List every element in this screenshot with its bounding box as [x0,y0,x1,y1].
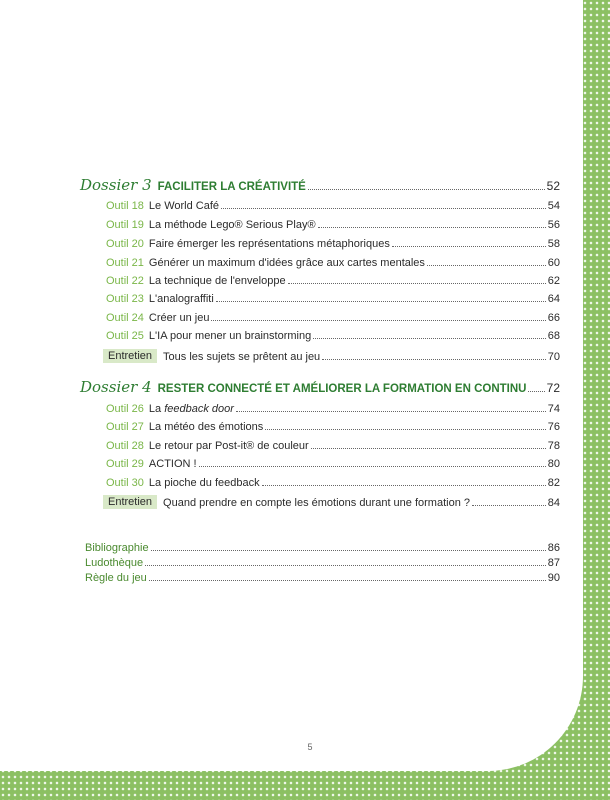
toc-tool-25[interactable] [106,324,560,342]
toc-interview-dossier-4[interactable] [103,491,560,509]
tool-number: Outil 27 [106,421,144,433]
tool-title: Créer un jeu [148,312,210,324]
dot-leader [322,359,546,360]
tool-number: Outil 22 [106,275,144,287]
dot-leader [211,320,545,321]
tool-number: Outil 24 [106,312,144,324]
tool-title-italic: feedback door [164,403,234,415]
tool-number: Outil 30 [106,477,144,489]
tool-title: La technique de l'enveloppe [148,275,286,287]
tool-number: Outil 23 [106,293,144,305]
interview-title: Quand prendre en compte les émotions durant une formation ? [163,497,470,509]
toc-tool-22[interactable] [106,269,560,287]
tool-number: Outil 19 [106,219,144,231]
toc-tool-26[interactable] [106,397,560,415]
dot-leader [262,485,546,486]
tool-title: Le retour par Post-it® de couleur [148,440,309,452]
page-number: 66 [547,312,560,324]
page-number: 62 [547,275,560,287]
dot-leader [149,580,546,581]
toc-interview-dossier-3[interactable] [103,345,560,363]
toc-tool-19[interactable] [106,213,560,231]
dot-leader [216,301,546,302]
tool-number: Outil 29 [106,458,144,470]
dot-leader [528,391,544,392]
folio-page-number: 5 [307,742,313,752]
page-number: 90 [547,572,560,584]
tool-title: La météo des émotions [148,421,264,433]
tool-number: Outil 18 [106,200,144,212]
dot-leader [472,505,546,506]
tool-number: Outil 25 [106,330,144,342]
page-number: 56 [547,219,560,231]
dot-leader [311,448,546,449]
page-number: 68 [547,330,560,342]
page-number: 64 [547,293,560,305]
dot-leader [288,283,546,284]
tool-title [149,403,234,415]
dot-leader [313,338,546,339]
page-number: 54 [547,200,560,212]
page-number: 87 [547,557,560,569]
tool-title-prefix: La [148,403,165,415]
toc-tool-28[interactable] [106,434,560,452]
toc-tool-21[interactable] [106,251,560,269]
tool-title: L'analograffiti [148,293,214,305]
tool-title: La pioche du feedback [148,477,260,489]
page-number: 74 [547,403,560,415]
back-matter-title: Bibliographie [85,542,149,554]
tool-title: La méthode Lego® Serious Play® [148,219,316,231]
tool-number: Outil 28 [106,440,144,452]
dot-leader [308,189,545,190]
dot-leader [236,411,546,412]
toc-tool-24[interactable] [106,306,560,324]
toc-regle-du-jeu[interactable] [85,566,560,584]
page-number: 70 [547,351,560,363]
tool-title: Générer un maximum d'idées grâce aux cartes mentales [148,257,425,269]
interview-badge: Entretien [103,495,157,509]
dot-leader [265,429,545,430]
tool-title: Faire émerger les représentations métaphoriques [148,238,390,250]
dossier-label: Dossier 4 [80,378,152,396]
tool-number: Outil 20 [106,238,144,250]
toc-tool-18[interactable] [106,194,560,212]
tool-number: Outil 26 [106,403,144,415]
page-number: 58 [547,238,560,250]
toc-tool-27[interactable] [106,415,560,433]
dossier-label: Dossier 3 [80,176,152,194]
dot-leader [199,466,546,467]
interview-title: Tous les sujets se prêtent au jeu [163,351,321,363]
page-number: 84 [547,497,560,509]
dot-leader [221,208,546,209]
tool-title: L'IA pour mener un brainstorming [148,330,312,342]
toc-tool-30[interactable] [106,471,560,489]
back-matter-title: Règle du jeu [85,572,147,584]
page-number: 60 [547,257,560,269]
page-number: 78 [547,440,560,452]
dot-leader [392,246,546,247]
toc-tool-20[interactable] [106,232,560,250]
page-number: 82 [547,477,560,489]
tool-title: ACTION ! [148,458,197,470]
tool-title: Le World Café [148,200,220,212]
page-number: 86 [547,542,560,554]
section-title: RESTER CONNECTÉ ET AMÉLIORER LA FORMATION EN CONTINU [157,383,527,395]
dot-leader [427,265,546,266]
dot-leader [318,227,546,228]
section-title: FACILITER LA CRÉATIVITÉ [157,181,306,193]
page-number: 80 [547,458,560,470]
back-matter-title: Ludothèque [85,557,144,569]
toc-section-dossier-4[interactable] [80,377,560,395]
toc-tool-23[interactable] [106,287,560,305]
tool-number: Outil 21 [106,257,144,269]
page-number: 52 [546,179,560,193]
toc-tool-29[interactable] [106,452,560,470]
page-number: 72 [546,381,560,395]
page-number: 76 [547,421,560,433]
interview-badge: Entretien [103,349,157,363]
toc-section-dossier-3[interactable] [80,175,560,193]
